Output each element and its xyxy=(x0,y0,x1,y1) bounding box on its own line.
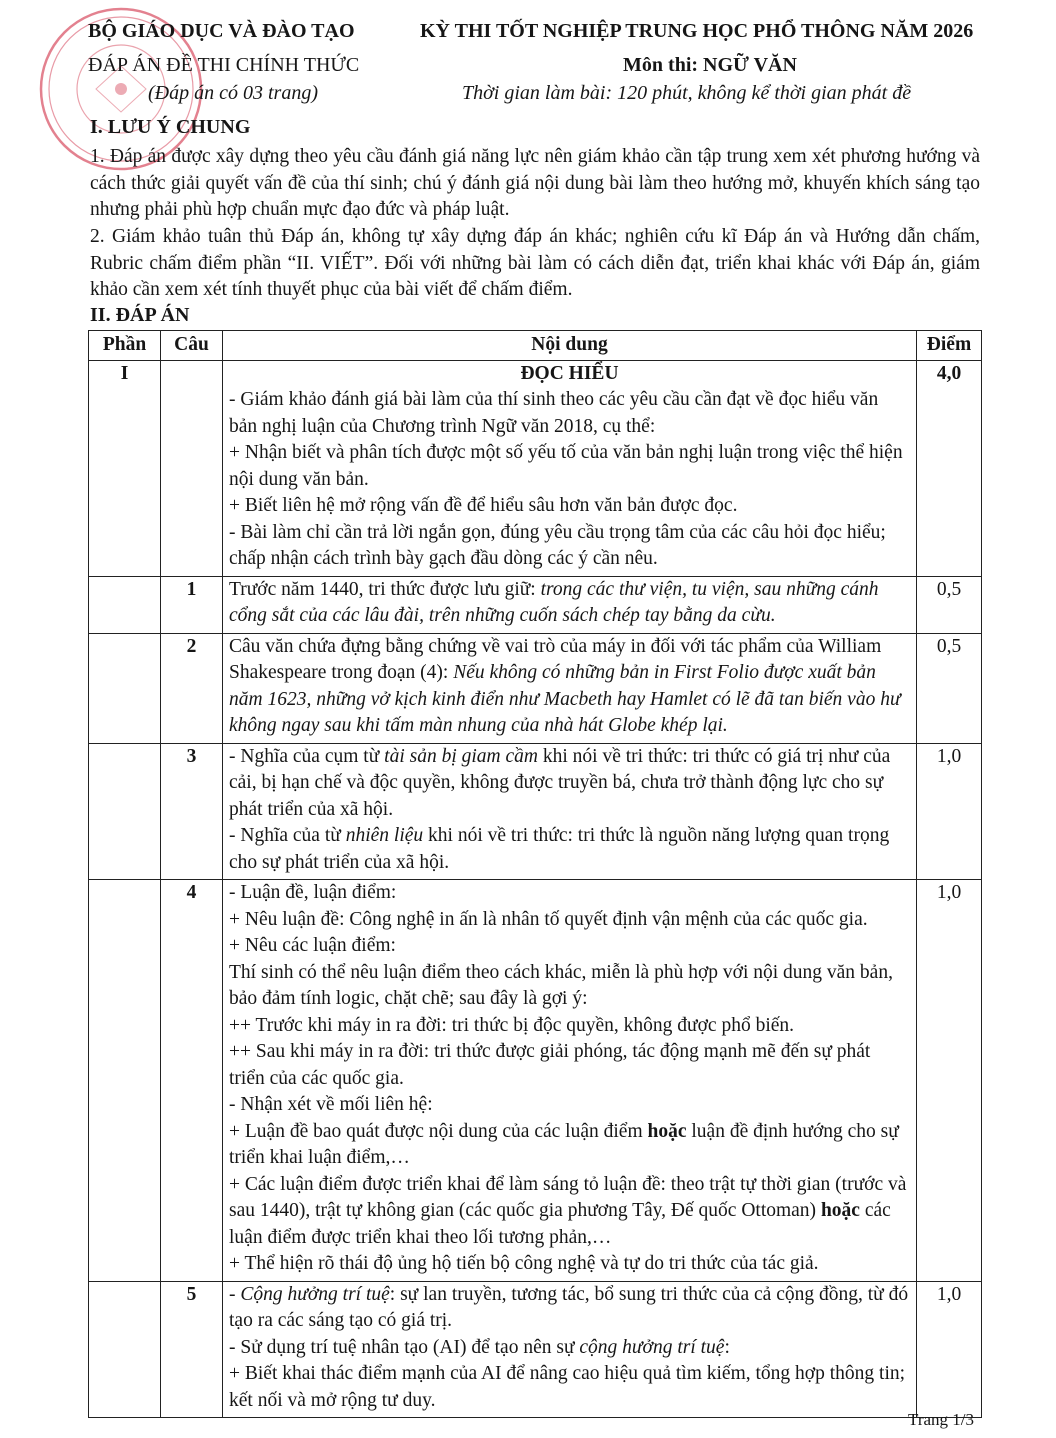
q2-content xyxy=(223,633,917,743)
q5-line-3: + Biết khai thác điểm mạnh của AI để nâng cao hiệu quả tìm kiếm, tổng hợp thông tin; kết nối và mở rộng tư duy. xyxy=(229,1363,906,1411)
part1-line: - Bài làm chỉ cần trả lời ngắn gọn, đúng yêu cầu trọng tâm của các câu hỏi đọc hiểu; chấp nhận cách trình bày gạch đầu dòng các ý cần nêu. xyxy=(229,521,886,569)
q4-line: + Nêu các luận điểm: xyxy=(229,935,396,956)
part-number: I xyxy=(89,360,161,576)
empty-part-cell xyxy=(89,633,161,743)
q3-line-2: - Nghĩa của từ nhiên liệu khi nói về tri thức: tri thức là nguồn năng lượng quan trọng cho sự phát triển của xã hội. xyxy=(229,825,890,873)
part1-score: 4,0 xyxy=(917,360,982,576)
q3-line-1: - Nghĩa của cụm từ tài sản bị giam cầm khi nói về tri thức: tri thức có giá trị như của cải, bị hạn chế và độc quyền, không được truyền bá, chưa trở thành động lực cho sự phát triển của xã hội. xyxy=(229,745,891,820)
q2-text: Câu văn chứa đựng bằng chứng về vai trò của máy in đối với tác phẩm của William Shakespeare trong đoạn (4): xyxy=(229,635,882,683)
q4-number: 4 xyxy=(161,880,223,1282)
q3-number: 3 xyxy=(161,743,223,880)
q4-line: Thí sinh có thể nêu luận điểm theo cách khác, miễn là phù hợp với nội dung văn bản, bảo đảm tính logic, chặt chẽ; sau đây là gợi ý: xyxy=(229,961,893,1009)
part1-line: + Biết liên hệ mở rộng vấn đề để hiểu sâu hơn văn bản được đọc. xyxy=(229,495,738,516)
q4-line: ++ Trước khi máy in ra đời: tri thức bị độc quyền, không được phổ biến. xyxy=(229,1014,795,1036)
q1-number: 1 xyxy=(161,576,223,633)
empty-part-cell xyxy=(89,576,161,633)
table-row-q1 xyxy=(89,576,982,633)
empty-part-cell xyxy=(89,880,161,1282)
page-number: Trang 1/3 xyxy=(908,1410,974,1429)
doc-type: ĐÁP ÁN ĐỀ THI CHÍNH THỨC xyxy=(88,54,360,76)
q5-content xyxy=(223,1281,917,1418)
part1-heading: ĐỌC HIỂU xyxy=(520,362,619,384)
q1-text: Trước năm 1440, tri thức được lưu giữ: xyxy=(229,578,541,600)
page-count-note: (Đáp án có 03 trang) xyxy=(148,82,318,104)
empty-question-cell xyxy=(161,360,223,576)
q4-line: + Các luận điểm được triển khai để làm sáng tỏ luận đề: theo trật tự thời gian (trước và sau 1440), trật tự không gian (các quốc gia phương Tây, Đế quốc Ottoman) hoặc các luận điểm được triển khai theo lối tương phản,… xyxy=(229,1173,907,1248)
exam-duration: Thời gian làm bài: 120 phút, không kể thời gian phát đề xyxy=(462,82,912,104)
q4-line: ++ Sau khi máy in ra đời: tri thức được giải phóng, tác động mạnh mẽ đến sự phát triển của các quốc gia. xyxy=(229,1041,871,1089)
q2-score: 0,5 xyxy=(917,633,982,743)
q5-line-1: - Cộng hưởng trí tuệ: sự lan truyền, tương tác, bổ sung tri thức của cả cộng đồng, từ đó tạo ra các sáng tạo có giá trị. xyxy=(229,1283,909,1331)
part1-content xyxy=(223,360,917,576)
q2-italic-text: Nếu không có những bản in First Folio được xuất bản năm 1623, những vở kịch kinh điển như Macbeth hay Hamlet có lẽ đã tan biến vào hư không ngay sau khi tấm màn nhung của nhà hát Globe khép lại. xyxy=(229,662,901,736)
col-header-score: Điểm xyxy=(917,331,982,361)
q1-content xyxy=(223,576,917,633)
q4-score: 1,0 xyxy=(917,880,982,1282)
section-2-title: II. ĐÁP ÁN xyxy=(90,304,190,326)
q5-score: 1,0 xyxy=(917,1281,982,1418)
section-1-title: I. LƯU Ý CHUNG xyxy=(90,116,251,138)
table-row-q2 xyxy=(89,633,982,743)
q4-line: - Nhận xét về mối liên hệ: xyxy=(229,1094,433,1115)
general-note-1: 1. Đáp án được xây dựng theo yêu cầu đánh giá năng lực nên giám khảo cần tập trung xem xét phương hướng và cách thức giải quyết vấn đề của thí sinh; chú ý đánh giá nội dung bài làm theo hướng mở, khuyến khích sáng tạo nhưng phải phù hợp chuẩn mực đạo đức và pháp luật. xyxy=(90,146,980,220)
exam-title: KỲ THI TỐT NGHIỆP TRUNG HỌC PHỔ THÔNG NĂM 2026 xyxy=(420,20,974,42)
table-row-q5 xyxy=(89,1281,982,1418)
general-note-2: 2. Giám khảo tuân thủ Đáp án, không tự xây dựng đáp án khác; nghiên cứu kĩ Đáp án và Hướng dẫn chấm, Rubric chấm điểm phần “II. VIẾT”. Đối với những bài làm có cách diễn đạt, triển khai khác với Đáp án, giám khảo cần xem xét tính thuyết phục của bài viết để chấm điểm. xyxy=(90,226,980,300)
q4-line: + Nêu luận đề: Công nghệ in ấn là nhân tố quyết định vận mệnh của các quốc gia. xyxy=(229,908,868,930)
table-row-q3 xyxy=(89,743,982,880)
table-row-part1-intro xyxy=(89,360,982,576)
part1-line: + Nhận biết và phân tích được một số yếu tố của văn bản nghị luận trong việc thể hiện nội dung văn bản. xyxy=(229,442,903,490)
ministry-name: BỘ GIÁO DỤC VÀ ĐÀO TẠO xyxy=(88,20,355,42)
table-row-q4 xyxy=(89,880,982,1282)
q2-number: 2 xyxy=(161,633,223,743)
q1-score: 0,5 xyxy=(917,576,982,633)
col-header-question: Câu xyxy=(161,331,223,361)
q5-number: 5 xyxy=(161,1281,223,1418)
col-header-content: Nội dung xyxy=(223,331,917,361)
empty-part-cell xyxy=(89,743,161,880)
q4-line: + Luận đề bao quát được nội dung của các luận điểm hoặc luận đề định hướng cho sự triển khai luận điểm,… xyxy=(229,1120,899,1168)
answer-table xyxy=(88,330,982,1418)
part1-line: - Giám khảo đánh giá bài làm của thí sinh theo các yêu cầu cần đạt về đọc hiểu văn bản nghị luận của Chương trình Ngữ văn 2018, cụ thể: xyxy=(229,389,879,437)
col-header-part: Phần xyxy=(89,331,161,361)
q3-score: 1,0 xyxy=(917,743,982,880)
q5-line-2: - Sử dụng trí tuệ nhân tạo (AI) để tạo nên sự cộng hưởng trí tuệ: xyxy=(229,1336,730,1358)
empty-part-cell xyxy=(89,1281,161,1418)
q1-italic-text: trong các thư viện, tu viện, sau những cánh cổng sắt của các lâu đài, trên những cuốn sách chép tay bằng da cừu. xyxy=(229,578,879,626)
q4-line: - Luận đề, luận điểm: xyxy=(229,882,397,903)
q4-line: + Thể hiện rõ thái độ ủng hộ tiến bộ công nghệ và tự do tri thức của tác giả. xyxy=(229,1253,819,1274)
table-header-row xyxy=(89,331,982,361)
q4-content xyxy=(223,880,917,1282)
q3-content xyxy=(223,743,917,880)
exam-subject: Môn thi: NGỮ VĂN xyxy=(623,54,797,76)
